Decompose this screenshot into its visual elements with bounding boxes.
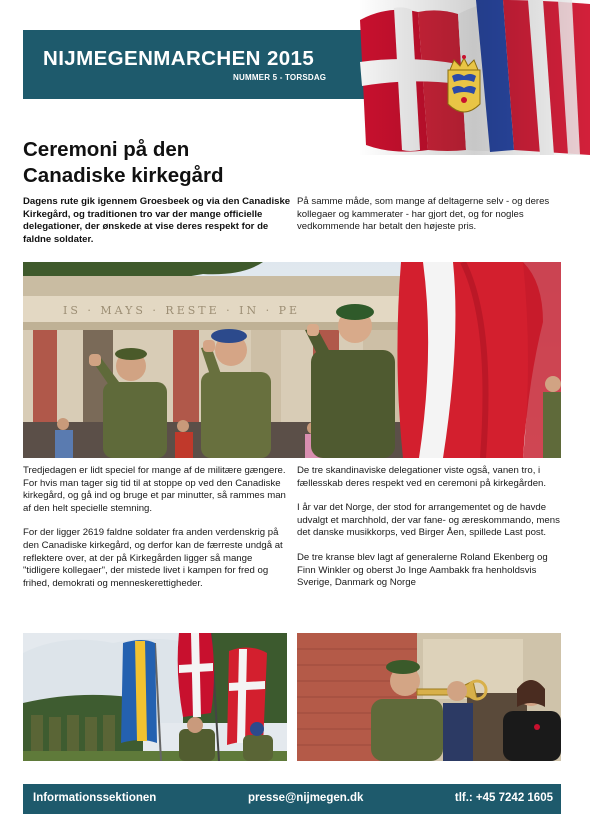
- monument-inscription: IS · MAYS · RESTE · IN · PE: [63, 304, 301, 317]
- footer-department: Informationssektionen: [33, 792, 157, 804]
- body-paragraph: Tredjedagen er lidt speciel for mange af de militære gængere. For hvis man tager sig tid til at stoppe op ved den Canadiske kirkegård, og gå ind og bruge et par minutter, så rammes man af den helt specielle stemning.: [23, 465, 286, 514]
- body-paragraph: De tre skandinaviske delegationer viste også, vanen tro, i fællesskab deres respekt ved en ceremoni på kirkegården.: [297, 465, 547, 489]
- ceremony-photo: [23, 262, 561, 458]
- newsletter-title: NIJMEGENMARCHEN 2015: [43, 47, 315, 70]
- body-column-left: [23, 465, 291, 602]
- footer-phone: tlf.: +45 7242 1605: [454, 792, 553, 804]
- intro-paragraph: På samme måde, som mange af deltagerne selv - og deres kollegaer og kammerater - har gjort det, og for nogles vedkommende har betalt den højeste pris.: [297, 196, 550, 233]
- flag-illustration: [358, 0, 590, 155]
- flags-photo: [23, 633, 287, 761]
- body-paragraph: De tre kranse blev lagt af generalerne Roland Ekenberg og Finn Winkler og oberst Jo Inge Aambakk fra henholdsvis Sverige, Danmark og Norge: [297, 551, 548, 589]
- footer-bar: [23, 784, 561, 814]
- body-column-right: [297, 465, 565, 602]
- trumpeter-photo: [297, 633, 561, 761]
- article-headline: Ceremoni på den Canadiske kirkegård: [23, 138, 224, 187]
- body-paragraph: I år var det Norge, der stod for arrangementet og de havde udvalgt et marchhold, der var fane- og æreskommando, mens det danske musikkorps, ved Birger Åen, spillede Last post.: [297, 502, 560, 539]
- article-lead: Dagens rute gik igennem Groesbeek og via den Canadiske Kirkegård, og traditionen tro var der mange officielle delegationer, der ønskede at vise deres respekt for de faldne soldater.: [23, 196, 291, 245]
- footer-email-link[interactable]: presse@nijmegen.dk: [248, 792, 364, 804]
- body-paragraph: For der ligger 2619 faldne soldater fra anden verdenskrig på den Canadiske kirkegård, og derfor kan de færreste undgå at reflektere over, at der på Kirkegården ligger så mange "tidligere kollegaer", der mistede livet i kampen for fred og frihed, demokrati og menneskerettigheder.: [23, 527, 283, 589]
- issue-subtitle: NUMMER 5 - TORSDAG: [233, 73, 327, 82]
